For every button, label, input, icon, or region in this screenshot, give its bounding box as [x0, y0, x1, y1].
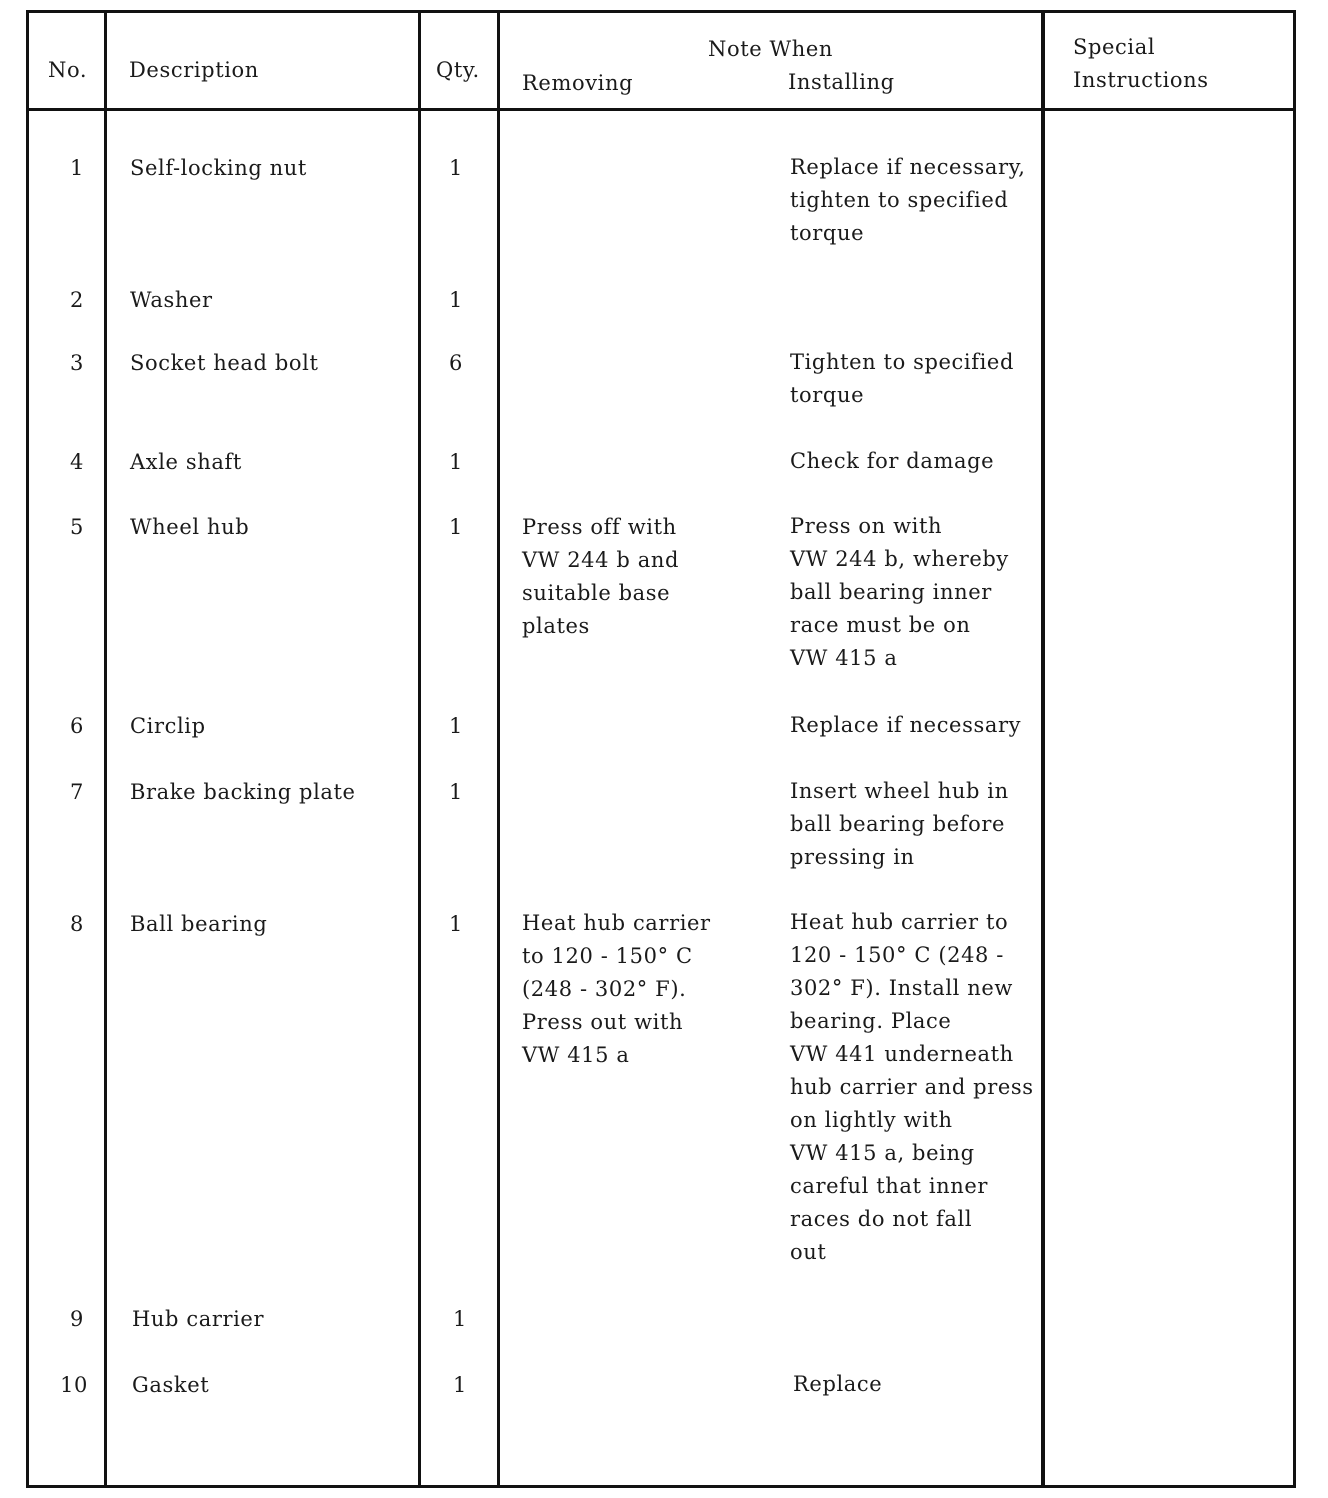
row-qty: 1	[449, 515, 463, 539]
row-qty: 1	[449, 912, 463, 936]
row-installing: Tighten to specified torque	[790, 350, 1014, 407]
header-installing: Installing	[788, 70, 895, 94]
row-description: Socket head bolt	[130, 351, 319, 375]
row-description: Washer	[130, 288, 213, 312]
row-no: 1	[70, 156, 84, 180]
row-qty: 1	[453, 1373, 467, 1397]
row-qty: 1	[453, 1307, 467, 1331]
row-description: Ball bearing	[130, 912, 268, 936]
row-qty: 1	[449, 780, 463, 804]
row-description: Circlip	[130, 714, 206, 738]
row-no: 10	[60, 1373, 88, 1397]
header-description: Description	[129, 58, 259, 82]
column-divider	[497, 10, 500, 1488]
row-no: 3	[70, 351, 84, 375]
row-installing: Replace if necessary	[790, 713, 1022, 737]
row-installing: Press on with VW 244 b, whereby ball bearing inner race must be on VW 415 a	[790, 514, 1009, 670]
row-qty: 1	[449, 714, 463, 738]
table-frame	[26, 10, 1296, 1488]
row-qty: 1	[449, 156, 463, 180]
row-description: Wheel hub	[130, 515, 250, 539]
row-no: 5	[70, 515, 84, 539]
column-divider	[104, 10, 107, 1488]
row-qty: 1	[449, 288, 463, 312]
row-qty: 6	[449, 351, 463, 375]
row-description: Self-locking nut	[130, 156, 307, 180]
row-qty: 1	[449, 450, 463, 474]
row-no: 8	[70, 912, 84, 936]
row-description: Brake backing plate	[130, 780, 356, 804]
row-installing: Replace	[793, 1372, 883, 1396]
row-no: 9	[70, 1307, 84, 1331]
row-no: 2	[70, 288, 84, 312]
row-installing: Check for damage	[790, 449, 995, 473]
row-description: Axle shaft	[130, 450, 242, 474]
row-description: Gasket	[132, 1373, 210, 1397]
header-note-when: Note When	[708, 37, 834, 61]
header-removing: Removing	[522, 71, 634, 95]
row-no: 4	[70, 450, 84, 474]
header-divider	[26, 108, 1296, 111]
row-description: Hub carrier	[132, 1307, 265, 1331]
row-installing: Replace if necessary, tighten to specified torque	[790, 155, 1026, 245]
header-special-instructions: Special Instructions	[1073, 35, 1209, 92]
column-divider	[1041, 10, 1045, 1488]
row-installing: Insert wheel hub in ball bearing before pressing in	[790, 779, 1009, 869]
column-divider	[418, 10, 421, 1488]
row-removing: Heat hub carrier to 120 - 150° C (248 - 302° F). Press out with VW 415 a	[522, 911, 711, 1067]
row-no: 6	[70, 714, 84, 738]
header-qty: Qty.	[436, 58, 480, 82]
row-installing: Heat hub carrier to 120 - 150° C (248 - 302° F). Install new bearing. Place VW 441 underneath hub carrier and press on lightly with VW 415 a, being careful that inner races do not fall out	[790, 910, 1034, 1264]
row-removing: Press off with VW 244 b and suitable base plates	[522, 515, 679, 638]
row-no: 7	[70, 780, 84, 804]
header-no: No.	[48, 58, 88, 82]
